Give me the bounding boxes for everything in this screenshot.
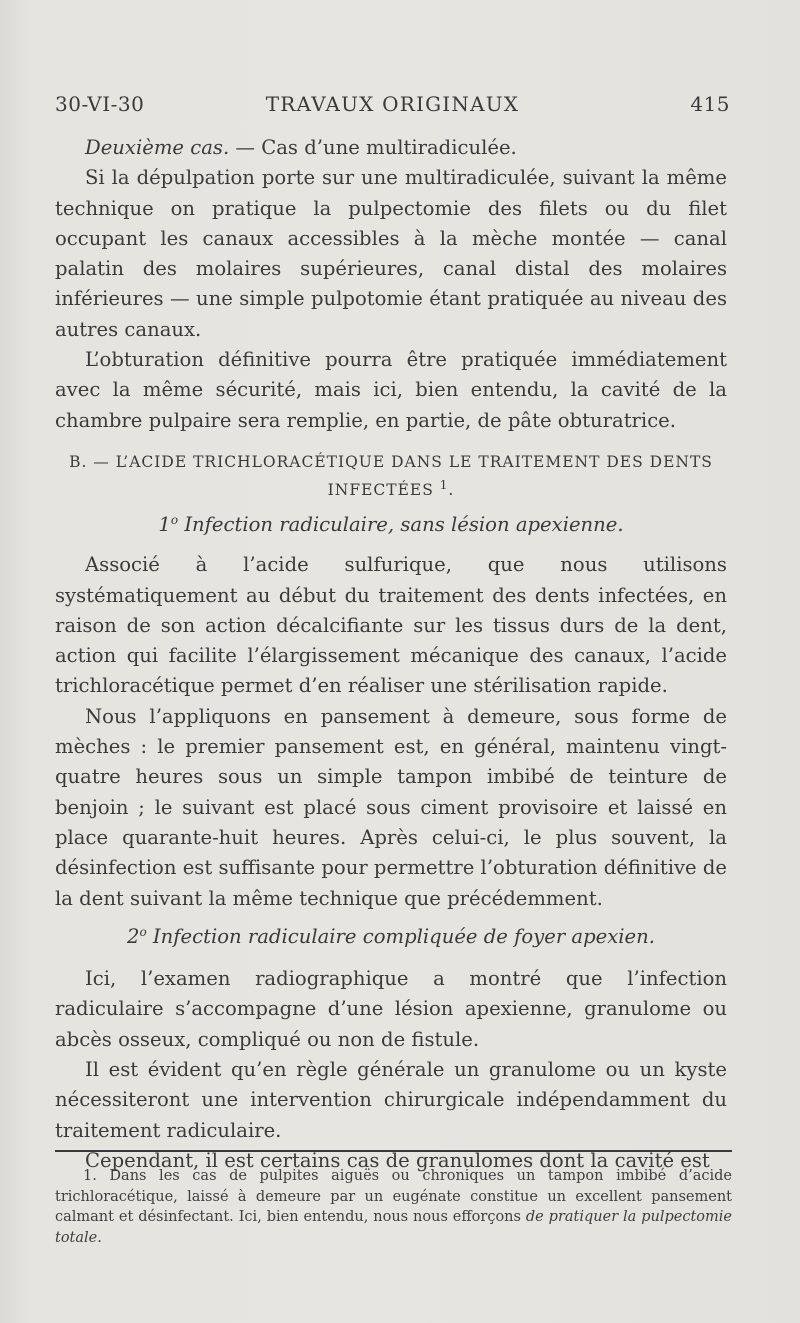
paragraph: Associé à l’acide sulfurique, que nous utilisons systématiquement au début du traitement des dents infectées, en raison de son action décalcifiante sur les tissus durs de la dent, action qui facilite l’élargissement mécanique des canaux, l’acide trichloracétique permet d’en réaliser une stérilisation rapide. bbox=[55, 553, 727, 698]
footnote-divider bbox=[55, 1150, 732, 1152]
footnote-ref: 1 bbox=[439, 477, 449, 492]
page-number: 415 bbox=[690, 92, 730, 116]
subsection-number: 2 bbox=[126, 924, 140, 948]
paragraph: L’obturation définitive pourra être pratiquée immédiatement avec la même sécurité, mais ici, bien entendu, la cavité de la chambre pulpaire sera remplie, en partie, de pâte obturatrice. bbox=[55, 348, 727, 432]
subsection-heading bbox=[55, 922, 727, 952]
header-title: TRAVAUX ORIGINAUX bbox=[265, 92, 520, 116]
subsection-heading bbox=[55, 510, 727, 540]
subsection-title: Infection radiculaire, sans lésion apexienne. bbox=[184, 512, 624, 536]
paragraph: Nous l’appliquons en pansement à demeure, sous forme de mèches : le premier pansement est, en général, maintenu vingt-quatre heures sous un simple tampon imbibé de teinture de benjoin ; le suivant est placé sous ciment provisoire et laissé en place quarante-huit heures. Après celui-ci, le plus souvent, la désinfection est suffisante pour permettre l’obturation définitive de la dent suivant la même technique que précédemment. bbox=[55, 704, 727, 910]
body-text bbox=[55, 133, 727, 1176]
ordinal-mark: o bbox=[170, 512, 179, 527]
subsection-number: 1 bbox=[158, 512, 171, 536]
footnote bbox=[55, 1166, 732, 1248]
section-title: B. — L’ACIDE TRICHLORACÉTIQUE DANS LE TRAITEMENT DES DENTS INFECTÉES bbox=[69, 452, 713, 499]
paragraph: Il est évident qu’en règle générale un granulome ou un kyste nécessiteront une intervention chirurgicale indépendamment du traitement radiculaire. bbox=[55, 1058, 727, 1142]
paragraph: Ici, l’examen radiographique a montré que l’infection radiculaire s’accompagne d’une lésion apexienne, granulome ou abcès osseux, compliqué ou non de fistule. bbox=[55, 967, 727, 1051]
paragraph: Si la dépulpation porte sur une multiradiculée, suivant la même technique on pratique la pulpectomie des filets ou du filet occupant les canaux accessibles à la mèche montée — canal palatin des molaires supérieures, canal distal des molaires inférieures — une simple pulpotomie étant pratiquée au niveau des autres canaux. bbox=[55, 166, 727, 341]
paragraph: Cependant, il est certains cas de granulomes dont la cavité est bbox=[85, 1148, 710, 1172]
running-header bbox=[55, 92, 730, 122]
section-heading: B. — L’ACIDE TRICHLORACÉTIQUE DANS LE TRAITEMENT DES DENTS INFECTÉES $^1$. bbox=[69, 452, 713, 499]
footnote-text: 1. Dans les cas de pulpites aiguës ou chroniques un tampon imbibé d’acide trichloracétique, laissé à demeure par un eugénate constitue un excellent pansement calmant et désinfectant. Ici, bien entendu, nous nous efforçons bbox=[55, 1168, 732, 1225]
case-title: — Cas d’une multiradiculée. bbox=[229, 136, 517, 159]
header-date: 30-VI-30 bbox=[55, 92, 145, 116]
case-heading bbox=[55, 133, 727, 163]
ordinal-mark: o bbox=[139, 924, 147, 939]
footnote-italic: de pratiquer la pulpectomie totale. bbox=[55, 1209, 732, 1246]
case-label: Deuxième cas. bbox=[85, 136, 230, 159]
subsection-title: Infection radiculaire compliquée de foyer apexien. bbox=[152, 924, 656, 948]
